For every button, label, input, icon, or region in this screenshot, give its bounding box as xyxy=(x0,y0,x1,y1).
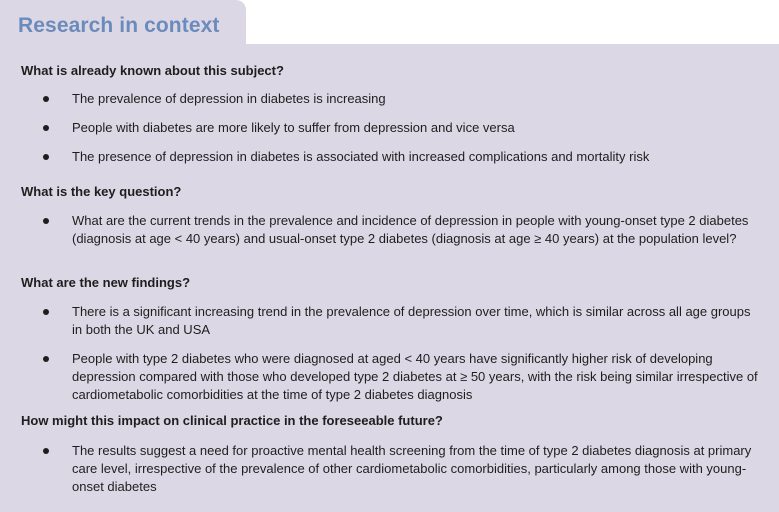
bullet-icon xyxy=(43,356,49,362)
bullet-icon xyxy=(43,125,49,131)
section-heading-known: What is already known about this subject? xyxy=(21,63,284,78)
list-item: What are the current trends in the prevalence and incidence of depression in people with young-onset type 2 diabetes (diagnosis at age < 40 years) and usual-onset type 2 diabetes (diagnosis at age ≥ 40 years) at the population level? xyxy=(72,213,749,246)
bullet-icon xyxy=(43,218,49,224)
list-item: The prevalence of depression in diabetes is increasing xyxy=(72,91,386,106)
section-heading-new-findings: What are the new findings? xyxy=(21,275,191,290)
bullet-icon xyxy=(43,448,49,454)
bullet-icon xyxy=(43,154,49,160)
list-item: The presence of depression in diabetes is associated with increased complications and mortality risk xyxy=(72,149,650,164)
bullet-icon xyxy=(43,96,49,102)
list-item: People with diabetes are more likely to suffer from depression and vice versa xyxy=(72,120,515,135)
section-heading-key-question: What is the key question? xyxy=(21,184,182,199)
list-item: There is a significant increasing trend in the prevalence of depression over time, which is similar across all age groups in both the UK and USA xyxy=(72,304,751,337)
title-tab xyxy=(0,0,246,50)
list-item: People with type 2 diabetes who were diagnosed at aged < 40 years have significantly higher risk of developing depression compared with those who developed type 2 diabetes at ≥ 50 years, with the risk being similar irrespective of cardiometabolic comorbidities at the time of type 2 diabetes diagnosis xyxy=(72,351,758,402)
bullet-icon xyxy=(43,309,49,315)
page-title: Research in context xyxy=(18,14,220,37)
section-heading-clinical-impact: How might this impact on clinical practice in the foreseeable future? xyxy=(21,413,443,428)
list-item: The results suggest a need for proactive mental health screening from the time of type 2 diabetes diagnosis at primary care level, irrespective of the prevalence of other cardiometabolic comorbidities, particularly among those with young-onset diabetes xyxy=(72,443,752,494)
